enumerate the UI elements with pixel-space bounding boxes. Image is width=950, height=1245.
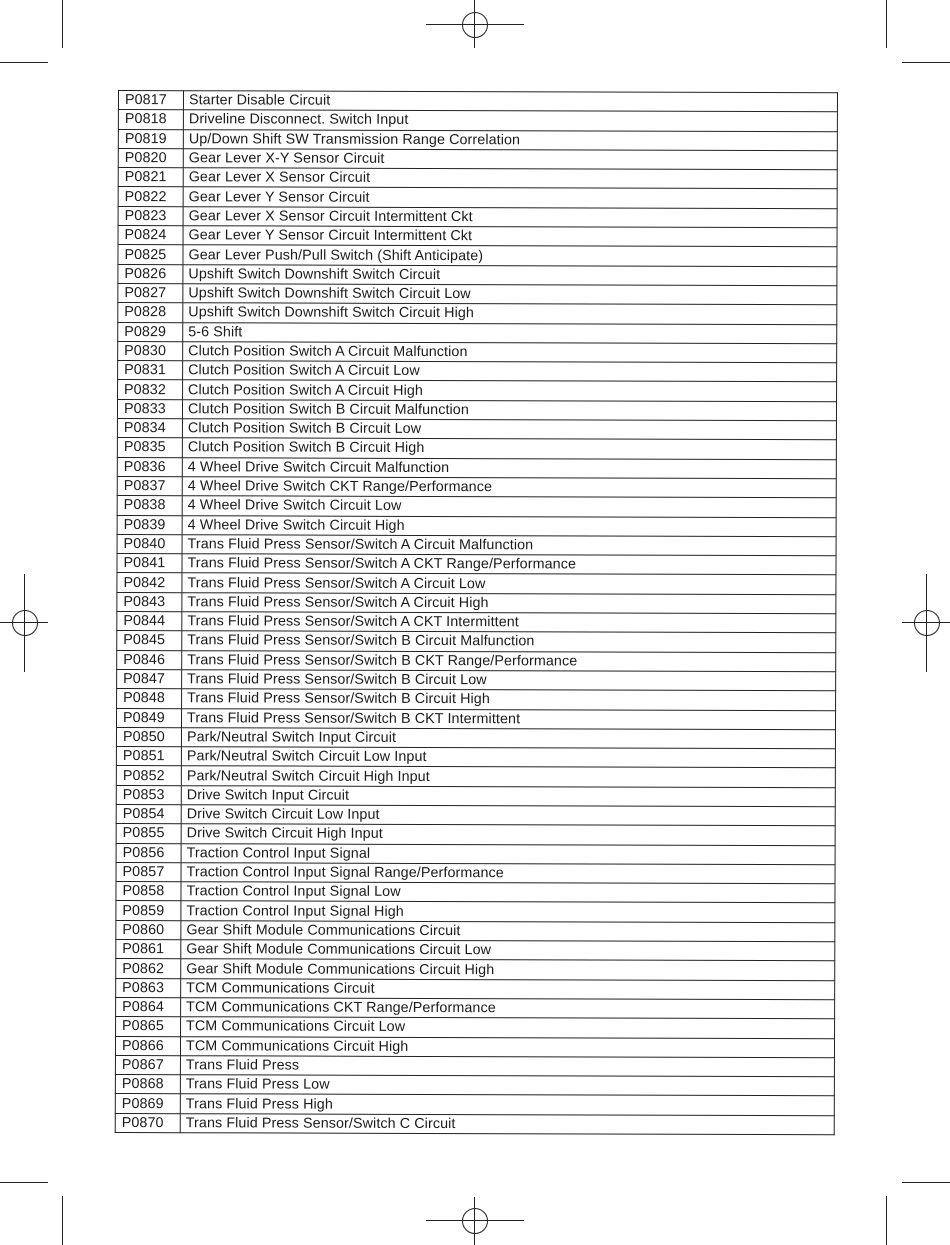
table-row bbox=[118, 206, 837, 228]
table-row bbox=[118, 341, 837, 363]
table-row bbox=[117, 689, 836, 711]
dtc-code-cell: P0840 bbox=[117, 534, 182, 554]
dtc-code-cell: P0835 bbox=[117, 438, 182, 458]
table-row bbox=[117, 554, 836, 576]
dtc-description-cell: Traction Control Input Signal Range/Performance bbox=[181, 863, 835, 884]
dtc-code-cell: P0866 bbox=[115, 1036, 180, 1056]
dtc-description-cell: Clutch Position Switch B Circuit Low bbox=[182, 419, 836, 440]
dtc-code-cell: P0854 bbox=[116, 804, 181, 824]
dtc-description-cell: TCM Communications Circuit High bbox=[180, 1036, 834, 1057]
dtc-description-cell: Trans Fluid Press Sensor/Switch B CKT Intermittent bbox=[181, 708, 835, 729]
dtc-description-cell: Trans Fluid Press Sensor/Switch A Circuit Malfunction bbox=[182, 535, 836, 556]
table-row bbox=[117, 669, 836, 691]
table-row bbox=[116, 959, 835, 981]
table-row bbox=[118, 110, 837, 132]
crop-mark-top-right-horizontal bbox=[902, 62, 950, 63]
table-row bbox=[117, 515, 836, 537]
table-row bbox=[117, 631, 836, 653]
dtc-description-cell: Gear Shift Module Communications Circuit Low bbox=[181, 940, 835, 961]
table-row bbox=[116, 1017, 835, 1039]
dtc-code-cell: P0846 bbox=[117, 650, 182, 670]
dtc-description-cell: Driveline Disconnect. Switch Input bbox=[183, 110, 837, 131]
table-row bbox=[117, 650, 836, 672]
table-row bbox=[115, 1036, 834, 1058]
table-row bbox=[115, 1094, 834, 1116]
dtc-code-cell: P0818 bbox=[118, 110, 183, 130]
crop-mark-bottom-left-vertical bbox=[62, 1196, 63, 1245]
dtc-description-cell: 4 Wheel Drive Switch Circuit Low bbox=[182, 496, 836, 517]
dtc-description-cell: Upshift Switch Downshift Switch Circuit High bbox=[183, 303, 837, 324]
table-row bbox=[117, 534, 836, 556]
table-row bbox=[118, 148, 837, 170]
dtc-code-cell: P0862 bbox=[116, 959, 181, 979]
table-row bbox=[118, 91, 837, 113]
dtc-code-cell: P0851 bbox=[116, 747, 181, 767]
dtc-description-cell: Trans Fluid Press Sensor/Switch B CKT Range/Performance bbox=[182, 650, 836, 671]
dtc-description-cell: Traction Control Input Signal bbox=[181, 843, 835, 864]
dtc-code-cell: P0831 bbox=[118, 361, 183, 381]
table-row bbox=[116, 997, 835, 1019]
dtc-description-cell: Trans Fluid Press Sensor/Switch A Circuit Low bbox=[182, 573, 836, 594]
table-row bbox=[118, 361, 837, 383]
dtc-code-cell: P0849 bbox=[116, 708, 181, 728]
table-row bbox=[118, 129, 837, 151]
dtc-code-cell: P0850 bbox=[116, 727, 181, 747]
dtc-code-cell: P0852 bbox=[116, 766, 181, 786]
dtc-description-cell: Gear Lever Y Sensor Circuit bbox=[183, 187, 837, 208]
dtc-description-cell: Clutch Position Switch A Circuit Low bbox=[183, 361, 837, 382]
dtc-description-cell: 4 Wheel Drive Switch CKT Range/Performance bbox=[182, 477, 836, 498]
dtc-code-cell: P0863 bbox=[116, 978, 181, 998]
dtc-description-cell: Trans Fluid Press Sensor/Switch B Circuit Malfunction bbox=[182, 631, 836, 652]
dtc-description-cell: Gear Lever Push/Pull Switch (Shift Anticipate) bbox=[183, 245, 837, 266]
dtc-description-cell: Gear Lever X Sensor Circuit bbox=[183, 168, 837, 189]
crop-mark-top-left-vertical bbox=[62, 0, 63, 48]
table-row bbox=[117, 399, 836, 421]
dtc-code-cell: P0823 bbox=[118, 206, 183, 226]
dtc-description-cell: Drive Switch Circuit Low Input bbox=[181, 805, 835, 826]
dtc-code-cell: P0829 bbox=[118, 322, 183, 342]
dtc-code-cell: P0820 bbox=[118, 148, 183, 168]
dtc-description-cell: Trans Fluid Press Sensor/Switch A Circuit High bbox=[182, 592, 836, 613]
dtc-table-body bbox=[115, 91, 837, 1135]
dtc-description-cell: Clutch Position Switch A Circuit Malfunction bbox=[183, 342, 837, 363]
dtc-code-cell: P0821 bbox=[118, 168, 183, 188]
table-row bbox=[116, 978, 835, 1000]
dtc-code-cell: P0842 bbox=[117, 573, 182, 593]
dtc-description-cell: Trans Fluid Press Sensor/Switch B Circuit Low bbox=[182, 670, 836, 691]
table-row bbox=[116, 766, 835, 788]
dtc-code-cell: P0843 bbox=[117, 592, 182, 612]
dtc-description-cell: 4 Wheel Drive Switch Circuit Malfunction bbox=[182, 457, 836, 478]
table-row bbox=[116, 940, 835, 962]
dtc-description-cell: Park/Neutral Switch Input Circuit bbox=[181, 727, 835, 748]
dtc-description-cell: Traction Control Input Signal High bbox=[181, 901, 835, 922]
dtc-description-cell: Upshift Switch Downshift Switch Circuit Low bbox=[183, 284, 837, 305]
table-row bbox=[118, 322, 837, 344]
dtc-code-cell: P0860 bbox=[116, 920, 181, 940]
dtc-description-cell: Trans Fluid Press Low bbox=[180, 1075, 834, 1096]
dtc-description-cell: Upshift Switch Downshift Switch Circuit bbox=[183, 264, 837, 285]
dtc-code-cell: P0834 bbox=[117, 419, 182, 439]
table-row bbox=[115, 1075, 834, 1097]
dtc-description-cell: Gear Lever X-Y Sensor Circuit bbox=[183, 149, 837, 170]
table-row bbox=[116, 785, 835, 807]
dtc-code-cell: P0826 bbox=[118, 264, 183, 284]
crop-mark-top-left-horizontal bbox=[0, 62, 48, 63]
dtc-code-cell: P0856 bbox=[116, 843, 181, 863]
dtc-description-cell: Trans Fluid Press Sensor/Switch A CKT Range/Performance bbox=[182, 554, 836, 575]
dtc-code-cell: P0832 bbox=[118, 380, 183, 400]
table-row bbox=[116, 901, 835, 923]
dtc-code-cell: P0853 bbox=[116, 785, 181, 805]
dtc-description-cell: Drive Switch Input Circuit bbox=[181, 785, 835, 806]
table-row bbox=[118, 245, 837, 267]
dtc-description-cell: Clutch Position Switch A Circuit High bbox=[183, 380, 837, 401]
table-row bbox=[117, 438, 836, 460]
table-row bbox=[118, 283, 837, 305]
dtc-description-cell: Gear Shift Module Communications Circuit bbox=[181, 920, 835, 941]
table-row bbox=[116, 727, 835, 749]
dtc-description-cell: 4 Wheel Drive Switch Circuit High bbox=[182, 515, 836, 536]
table-row bbox=[116, 804, 835, 826]
dtc-code-cell: P0848 bbox=[117, 689, 182, 709]
table-row bbox=[118, 264, 837, 286]
table-row bbox=[116, 824, 835, 846]
dtc-code-cell: P0847 bbox=[117, 669, 182, 689]
table-row bbox=[118, 303, 837, 325]
dtc-code-cell: P0870 bbox=[115, 1113, 180, 1133]
table-row bbox=[116, 862, 835, 884]
table-row bbox=[116, 708, 835, 730]
dtc-description-cell: Park/Neutral Switch Circuit Low Input bbox=[181, 747, 835, 768]
dtc-code-cell: P0861 bbox=[116, 940, 181, 960]
dtc-code-cell: P0827 bbox=[118, 283, 183, 303]
dtc-code-cell: P0864 bbox=[116, 997, 181, 1017]
dtc-description-cell: Gear Shift Module Communications Circuit High bbox=[181, 959, 835, 980]
table-row bbox=[117, 496, 836, 518]
table-row bbox=[118, 168, 837, 190]
dtc-code-cell: P0859 bbox=[116, 901, 181, 921]
crop-mark-bottom-left-horizontal bbox=[0, 1182, 48, 1183]
table-row bbox=[118, 187, 837, 209]
dtc-code-cell: P0824 bbox=[118, 226, 183, 246]
dtc-description-cell: TCM Communications CKT Range/Performance bbox=[181, 998, 835, 1019]
table-row bbox=[117, 419, 836, 441]
table-row bbox=[115, 1113, 834, 1135]
dtc-code-cell: P0855 bbox=[116, 824, 181, 844]
table-row bbox=[117, 476, 836, 498]
table-row bbox=[116, 882, 835, 904]
dtc-code-cell: P0858 bbox=[116, 882, 181, 902]
dtc-code-cell: P0830 bbox=[118, 341, 183, 361]
table-row bbox=[116, 747, 835, 769]
table-row bbox=[116, 920, 835, 942]
dtc-description-cell: Clutch Position Switch B Circuit Malfunction bbox=[182, 399, 836, 420]
crop-mark-top-right-vertical bbox=[886, 0, 887, 48]
dtc-code-cell: P0819 bbox=[118, 129, 183, 149]
table-row bbox=[117, 612, 836, 634]
dtc-description-cell: Trans Fluid Press Sensor/Switch A CKT Intermittent bbox=[182, 612, 836, 633]
dtc-code-cell: P0822 bbox=[118, 187, 183, 207]
dtc-description-cell: Traction Control Input Signal Low bbox=[181, 882, 835, 903]
dtc-description-cell: Starter Disable Circuit bbox=[183, 91, 837, 112]
crop-mark-bottom-right-horizontal bbox=[902, 1182, 950, 1183]
dtc-description-cell: TCM Communications Circuit Low bbox=[181, 1017, 835, 1038]
table-row bbox=[117, 457, 836, 479]
dtc-code-cell: P0833 bbox=[117, 399, 182, 419]
dtc-description-cell: Gear Lever Y Sensor Circuit Intermittent Ckt bbox=[183, 226, 837, 247]
dtc-description-cell: Trans Fluid Press Sensor/Switch B Circuit High bbox=[182, 689, 836, 710]
dtc-code-cell: P0825 bbox=[118, 245, 183, 265]
dtc-code-cell: P0857 bbox=[116, 862, 181, 882]
dtc-description-cell: Trans Fluid Press bbox=[180, 1056, 834, 1077]
table-row bbox=[116, 843, 835, 865]
table-row bbox=[115, 1055, 834, 1077]
dtc-code-cell: P0869 bbox=[115, 1094, 180, 1114]
dtc-description-cell: 5-6 Shift bbox=[183, 322, 837, 343]
crop-mark-bottom-right-vertical bbox=[886, 1196, 887, 1245]
dtc-code-cell: P0836 bbox=[117, 457, 182, 477]
dtc-code-cell: P0828 bbox=[118, 303, 183, 323]
table-row bbox=[117, 592, 836, 614]
dtc-code-cell: P0817 bbox=[118, 91, 183, 111]
dtc-description-cell: Trans Fluid Press Sensor/Switch C Circuit bbox=[180, 1113, 834, 1134]
dtc-code-cell: P0867 bbox=[115, 1055, 180, 1075]
dtc-code-cell: P0839 bbox=[117, 515, 182, 535]
dtc-code-cell: P0838 bbox=[117, 496, 182, 516]
dtc-description-cell: TCM Communications Circuit bbox=[181, 978, 835, 999]
dtc-description-cell: Gear Lever X Sensor Circuit Intermittent Ckt bbox=[183, 206, 837, 227]
dtc-code-table bbox=[115, 90, 838, 1135]
table-row bbox=[117, 573, 836, 595]
dtc-code-cell: P0845 bbox=[117, 631, 182, 651]
dtc-code-cell: P0868 bbox=[115, 1075, 180, 1095]
dtc-code-cell: P0844 bbox=[117, 612, 182, 632]
table-row bbox=[118, 226, 837, 248]
dtc-description-cell: Trans Fluid Press High bbox=[180, 1094, 834, 1115]
dtc-description-cell: Drive Switch Circuit High Input bbox=[181, 824, 835, 845]
dtc-description-cell: Clutch Position Switch B Circuit High bbox=[182, 438, 836, 459]
dtc-description-cell: Up/Down Shift SW Transmission Range Correlation bbox=[183, 129, 837, 150]
dtc-code-cell: P0865 bbox=[116, 1017, 181, 1037]
dtc-code-cell: P0837 bbox=[117, 476, 182, 496]
dtc-code-cell: P0841 bbox=[117, 554, 182, 574]
table-row bbox=[118, 380, 837, 402]
dtc-description-cell: Park/Neutral Switch Circuit High Input bbox=[181, 766, 835, 787]
